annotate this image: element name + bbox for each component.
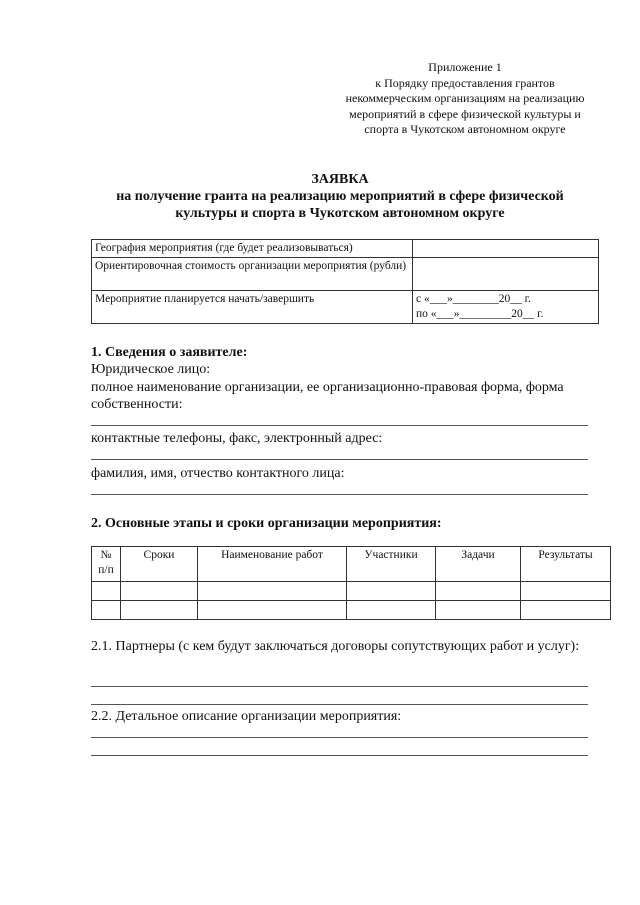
event-info-table: [91, 239, 599, 324]
table-cell[interactable]: [347, 601, 436, 620]
start-date: с «___»________20__ г.: [416, 293, 531, 305]
contact-person-field[interactable]: [91, 494, 588, 495]
table-cell[interactable]: [436, 582, 521, 601]
col-participants: Участники: [347, 547, 436, 582]
description-label: 2.2. Детальное описание организации мероприятия:: [91, 709, 402, 724]
table-cell[interactable]: [92, 601, 121, 620]
partners-field-line1[interactable]: [91, 686, 588, 687]
partners-field-line2[interactable]: [91, 704, 588, 705]
col-terms: Сроки: [121, 547, 198, 582]
table-header-row: [92, 547, 611, 582]
table-row: [92, 258, 599, 291]
dates-value[interactable]: [413, 291, 599, 324]
geography-label: География мероприятия (где будет реализовываться): [92, 240, 413, 258]
contact-person-label: фамилия, имя, отчество контактного лица:: [91, 466, 345, 481]
table-row: [92, 582, 611, 601]
appendix-line: Приложение 1: [428, 60, 502, 74]
appendix-line: к Порядку предоставления грантов: [375, 75, 555, 90]
table-row: [92, 240, 599, 258]
col-number: № п/п: [92, 547, 121, 582]
contacts-label: контактные телефоны, факс, электронный адрес:: [91, 431, 383, 446]
section2-heading: 2. Основные этапы и сроки организации мероприятия:: [91, 516, 442, 531]
table-cell[interactable]: [121, 582, 198, 601]
full-name-label: полное наименование организации, ее организационно-правовая форма, форма собственности:: [91, 380, 564, 412]
table-cell[interactable]: [436, 601, 521, 620]
geography-value[interactable]: [413, 240, 599, 258]
appendix-line: мероприятий в сфере физической культуры и: [349, 106, 581, 121]
cost-value[interactable]: [413, 258, 599, 291]
legal-entity-label: Юридическое лицо:: [91, 362, 211, 377]
dates-label: Мероприятие планируется начать/завершить: [92, 291, 413, 324]
stages-table: [91, 546, 611, 620]
col-tasks: Задачи: [436, 547, 521, 582]
table-cell[interactable]: [521, 582, 611, 601]
table-row: [92, 601, 611, 620]
table-cell[interactable]: [92, 582, 121, 601]
end-date: по «___»_________20__ г.: [416, 308, 544, 320]
table-cell[interactable]: [521, 601, 611, 620]
cost-label: Ориентировочная стоимость организации мероприятия (рубли): [92, 258, 413, 291]
document-title: ЗАЯВКА: [311, 172, 369, 187]
contacts-field[interactable]: [91, 459, 588, 460]
description-field-line2[interactable]: [91, 755, 588, 756]
appendix-line: некоммерческим организациям на реализацию: [345, 91, 585, 105]
partners-label: 2.1. Партнеры (с кем будут заключаться договоры сопутствующих работ и услуг):: [91, 639, 580, 654]
document-subtitle-line2: культуры и спорта в Чукотском автономном округе: [175, 206, 505, 221]
table-row: [92, 291, 599, 324]
col-results: Результаты: [521, 547, 611, 582]
description-field-line1[interactable]: [91, 737, 588, 738]
section1-heading: 1. Сведения о заявителе:: [91, 345, 248, 360]
full-name-field[interactable]: [91, 425, 588, 426]
appendix-line: спорта в Чукотском автономном округе: [364, 122, 566, 136]
table-cell[interactable]: [347, 582, 436, 601]
document-subtitle-line1: на получение гранта на реализацию мероприятий в сфере физической: [116, 189, 564, 204]
appendix-header: [330, 60, 600, 138]
table-cell[interactable]: [198, 601, 347, 620]
table-cell[interactable]: [121, 601, 198, 620]
table-cell[interactable]: [198, 582, 347, 601]
col-work-name: Наименование работ: [198, 547, 347, 582]
